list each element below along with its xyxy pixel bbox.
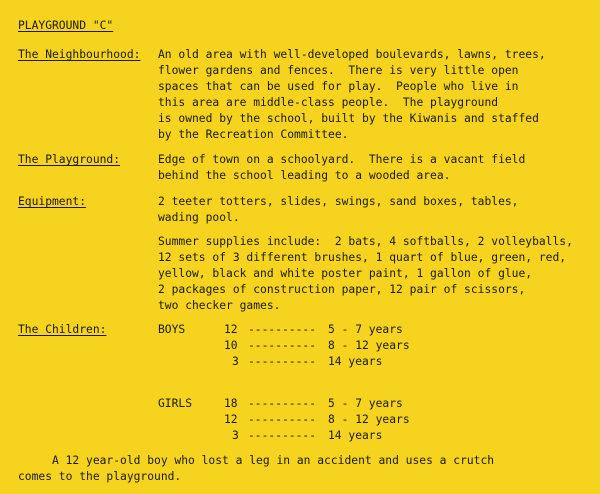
- boys-dashes: ----------: [248, 339, 317, 352]
- boys-label: BOYS: [158, 323, 186, 336]
- equipment-line: 2 teeter totters, slides, swings, sand boxes, tables,: [158, 195, 519, 208]
- equipment-line: wading pool.: [158, 211, 240, 224]
- supplies-line: two checker games.: [158, 299, 281, 312]
- playground-line: behind the school leading to a wooded area.: [158, 169, 451, 182]
- girls-table: [224, 396, 464, 446]
- girls-dashes: ----------: [248, 397, 317, 410]
- page-title: PLAYGROUND "C": [18, 19, 114, 32]
- note-line: A 12 year-old boy who lost a leg in an accident and uses a crutch: [18, 454, 495, 467]
- neighbourhood-line: is owned by the school, built by the Kiwanis and staffed: [158, 112, 539, 125]
- playground-label: The Playground:: [18, 153, 121, 166]
- neighbourhood-line: An old area with well-developed boulevards, lawns, trees,: [158, 48, 546, 61]
- supplies-line: 2 packages of construction paper, 12 pair of scissors,: [158, 283, 526, 296]
- boys-table: [224, 322, 464, 372]
- equipment-label: Equipment:: [18, 195, 87, 208]
- note-line: comes to the playground.: [18, 470, 182, 483]
- boys-age-range: 8 - 12 years: [328, 339, 410, 352]
- playground-line: Edge of town on a schoolyard. There is a vacant field: [158, 153, 526, 166]
- boys-count: 10: [224, 339, 238, 352]
- girls-count: 18: [224, 397, 238, 410]
- boys-dashes: ----------: [248, 355, 317, 368]
- girls-dashes: ----------: [248, 413, 317, 426]
- children-label: The Children:: [18, 323, 107, 336]
- neighbourhood-line: by the Recreation Committee.: [158, 128, 349, 141]
- boys-age-range: 5 - 7 years: [328, 323, 403, 336]
- supplies-line: 12 sets of 3 different brushes, 1 quart of blue, green, red,: [158, 251, 567, 264]
- supplies-line: Summer supplies include: 2 bats, 4 softballs, 2 volleyballs,: [158, 235, 573, 248]
- supplies-line: yellow, black and white poster paint, 1 gallon of glue,: [158, 267, 533, 280]
- neighbourhood-line: spaces that can be used for play. People who live in: [158, 80, 519, 93]
- girls-count: 12: [224, 413, 238, 426]
- neighbourhood-line: flower gardens and fences. There is very little open: [158, 64, 519, 77]
- girls-label: GIRLS: [158, 397, 193, 410]
- boys-age-range: 14 years: [328, 355, 383, 368]
- boys-count: 12: [224, 323, 238, 336]
- girls-dashes: ----------: [248, 429, 317, 442]
- girls-age-range: 5 - 7 years: [328, 397, 403, 410]
- girls-age-range: 8 - 12 years: [328, 413, 410, 426]
- neighbourhood-label: The Neighbourhood:: [18, 48, 141, 61]
- girls-count: 3: [232, 429, 239, 442]
- neighbourhood-line: this area are middle-class people. The playground: [158, 96, 499, 109]
- boys-count: 3: [232, 355, 239, 368]
- girls-age-range: 14 years: [328, 429, 383, 442]
- boys-dashes: ----------: [248, 323, 317, 336]
